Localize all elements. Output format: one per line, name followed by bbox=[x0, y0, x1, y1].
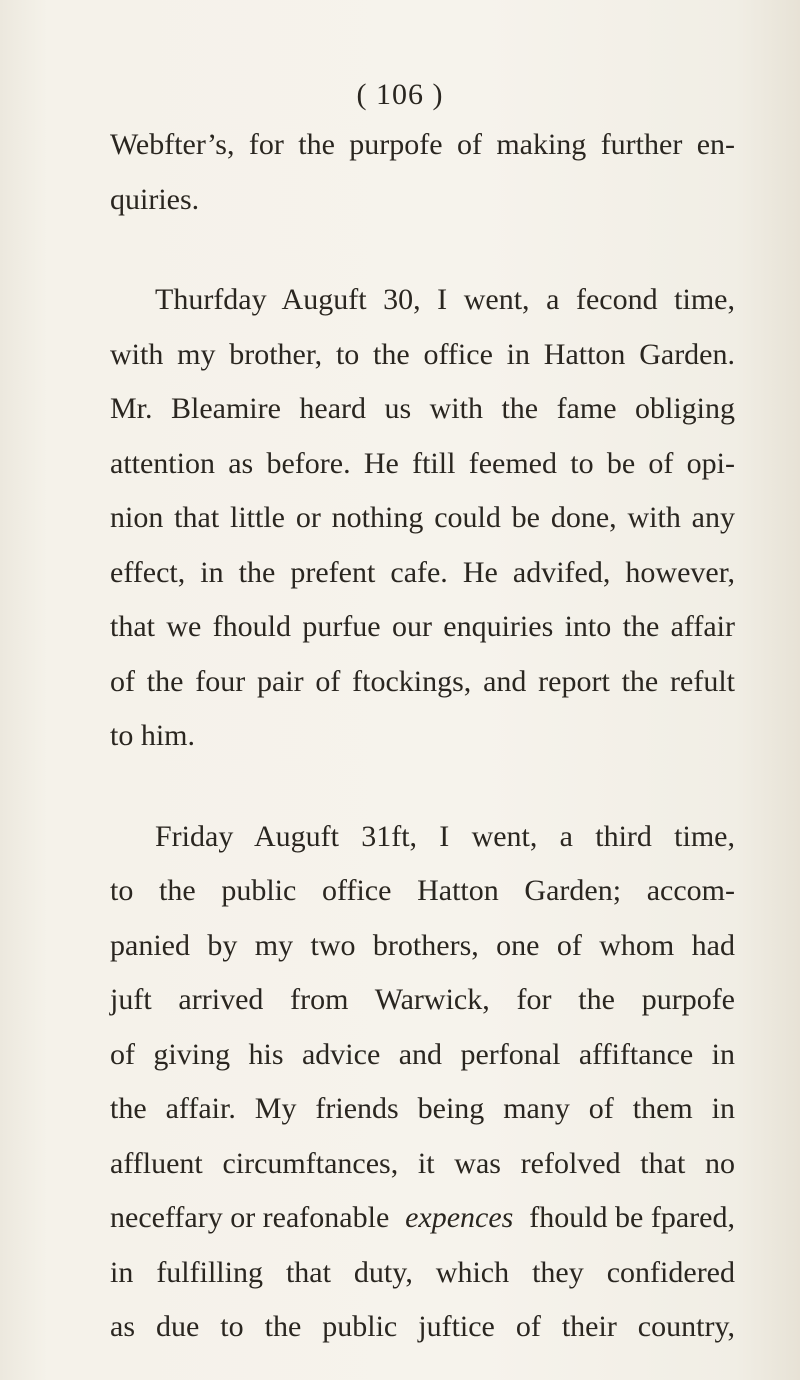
text-line: to him. bbox=[110, 719, 196, 752]
text-line: Mr. Bleamire heard us with the fame obliging bbox=[110, 392, 735, 425]
text-line: nion that little or nothing could be done, with any bbox=[110, 501, 735, 534]
text-run: neceffary or reafonable bbox=[110, 1201, 390, 1234]
paragraph-3 bbox=[110, 810, 735, 1355]
body-text bbox=[110, 118, 735, 1355]
text-line: Thurfday Auguft 30, I went, a fecond time, bbox=[155, 283, 735, 316]
text-line: Webfter’s, for the purpofe of making further en- bbox=[110, 128, 735, 161]
text-line: of giving his advice and perfonal affiftance in bbox=[110, 1037, 735, 1071]
text-line: as due to the public juftice of their country, bbox=[110, 1310, 735, 1343]
text-line: the affair. My friends being many of them in bbox=[110, 1092, 735, 1125]
text-run: fhould be fpared, bbox=[529, 1201, 735, 1234]
text-line: that we fhould purfue our enquiries into the affair bbox=[110, 610, 735, 643]
paragraph-2 bbox=[110, 273, 735, 764]
text-line: to the public office Hatton Garden; accom- bbox=[110, 874, 735, 907]
page-number: ( 106 ) bbox=[356, 78, 444, 111]
text-line: juft arrived from Warwick, for the purpofe bbox=[110, 983, 735, 1016]
text-line: affluent circumftances, it was refolved that no bbox=[110, 1146, 735, 1180]
text-line: Friday Auguft 31ft, I went, a third time, bbox=[155, 819, 735, 853]
text-line: effect, in the prefent cafe. He advifed, however, bbox=[110, 555, 735, 589]
paragraph-1 bbox=[110, 118, 735, 227]
text-line: of the four pair of ftockings, and report the refult bbox=[110, 664, 735, 698]
text-line-mixed bbox=[110, 1191, 735, 1246]
text-line: attention as before. He ftill feemed to be of opi- bbox=[110, 446, 735, 480]
text-line: in fulfilling that duty, which they confidered bbox=[110, 1255, 735, 1289]
text-line: panied by my two brothers, one of whom had bbox=[110, 928, 735, 962]
text-line: quiries. bbox=[110, 182, 200, 216]
text-line: with my brother, to the office in Hatton Garden. bbox=[110, 337, 735, 371]
emphasis-text: expences bbox=[405, 1201, 514, 1234]
